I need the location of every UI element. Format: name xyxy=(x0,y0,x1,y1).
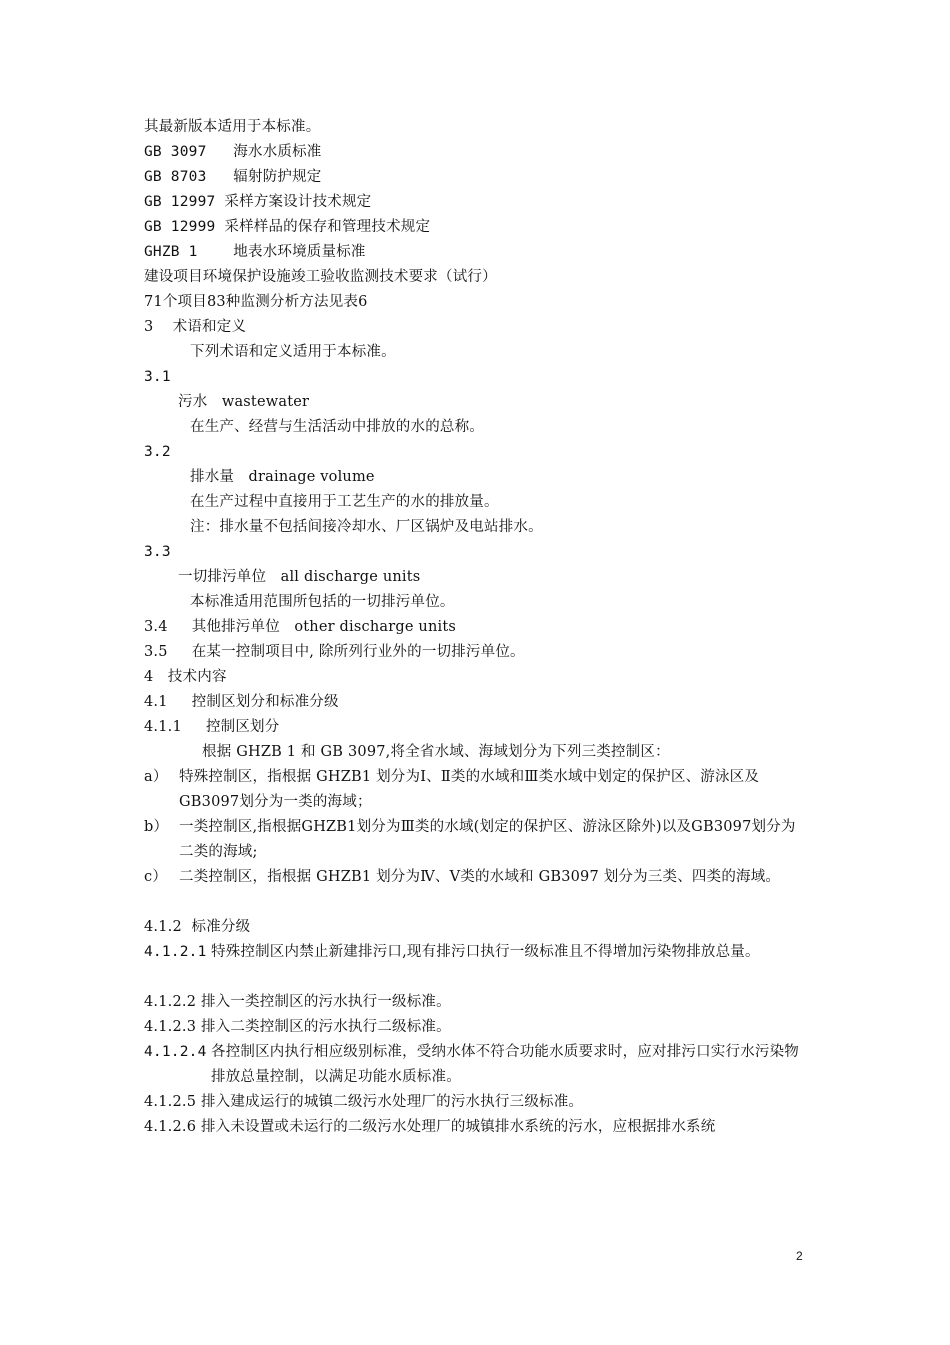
reference-gb12997: GB 12997 采样方案设计技术规定 xyxy=(144,194,372,210)
clause-text: 4.1.2.6 排入未设置或未运行的二级污水处理厂的城镇排水系统的污水，应根据排水系统 xyxy=(144,1119,716,1135)
clause-number: 4.1.2.1 xyxy=(144,944,207,960)
term-title: 污水 wastewater xyxy=(178,394,310,410)
paragraph: 根据 GHZB 1 和 GB 3097,将全省水域、海域划分为下列三类控制区： xyxy=(202,744,670,760)
term-title: 排水量 drainage volume xyxy=(190,469,375,485)
clause-text: 4.1.2.2 排入一类控制区的污水执行一级标准。 xyxy=(144,994,451,1010)
list-item-label: c） xyxy=(144,869,168,885)
text-line: 其最新版本适用于本标准。 xyxy=(144,119,321,135)
section-heading: 4 技术内容 xyxy=(144,669,227,685)
reference-ghzb1: GHZB 1 地表水环境质量标准 xyxy=(144,244,366,260)
list-item-label: a） xyxy=(144,769,168,785)
section-heading: 3 术语和定义 xyxy=(144,319,247,335)
list-item-text: 二类控制区，指根据 GHZB1 划分为Ⅳ、Ⅴ类的水域和 GB3097 划分为三类、四类的海域。 xyxy=(179,869,781,885)
clause-text: 4.1.2.5 排入建成运行的城镇二级污水处理厂的污水执行三级标准。 xyxy=(144,1094,584,1110)
reference-gb8703: GB 8703 辐射防护规定 xyxy=(144,169,322,185)
clause-number: 4.1.2.4 xyxy=(144,1044,207,1060)
page-number: 2 xyxy=(796,1249,803,1263)
reference-methods: 71个项目83种监测分析方法见表6 xyxy=(144,294,368,310)
list-item-text: 一类控制区,指根据GHZB1划分为Ⅲ类的水域(划定的保护区、游泳区除外)以及GB3097划分为二类的海域; xyxy=(179,819,796,860)
term-definition: 本标准适用范围所包括的一切排污单位。 xyxy=(190,594,455,610)
term-note: 注：排水量不包括间接冷却水、厂区锅炉及电站排水。 xyxy=(190,519,543,535)
reference-gb3097: GB 3097 海水水质标准 xyxy=(144,144,322,160)
paragraph: 下列术语和定义适用于本标准。 xyxy=(190,344,396,360)
term-title: 3.4 其他排污单位 other discharge units xyxy=(144,619,457,635)
clause-number: 3.2 xyxy=(144,444,171,460)
subsection-heading: 4.1.2 标准分级 xyxy=(144,919,251,935)
term-definition: 在生产过程中直接用于工艺生产的水的排放量。 xyxy=(190,494,499,510)
clause-number: 3.3 xyxy=(144,544,171,560)
list-item-label: b） xyxy=(144,819,169,835)
term-definition: 3.5 在某一控制项目中, 除所列行业外的一切排污单位。 xyxy=(144,644,525,660)
reference-acceptance: 建设项目环境保护设施竣工验收监测技术要求（试行） xyxy=(144,269,497,285)
subsection-heading: 4.1.1 控制区划分 xyxy=(144,719,280,735)
list-item-text: 特殊控制区，指根据 GHZB1 划分为Ⅰ、Ⅱ类的水域和Ⅲ类水域中划定的保护区、游泳区及GB3097划分为一类的海域； xyxy=(179,769,760,810)
clause-number: 3.1 xyxy=(144,369,171,385)
subsection-heading: 4.1 控制区划分和标准分级 xyxy=(144,694,339,710)
clause-text: 4.1.2.3 排入二类控制区的污水执行二级标准。 xyxy=(144,1019,451,1035)
term-title: 一切排污单位 all discharge units xyxy=(178,569,421,585)
clause-text: 特殊控制区内禁止新建排污口,现有排污口执行一级标准且不得增加污染物排放总量。 xyxy=(211,944,760,960)
term-definition: 在生产、经营与生活活动中排放的水的总称。 xyxy=(190,419,484,435)
clause-text: 各控制区内执行相应级别标准，受纳水体不符合功能水质要求时，应对排污口实行水污染物排放总量控制，以满足功能水质标准。 xyxy=(211,1044,799,1085)
reference-gb12999: GB 12999 采样样品的保存和管理技术规定 xyxy=(144,219,431,235)
